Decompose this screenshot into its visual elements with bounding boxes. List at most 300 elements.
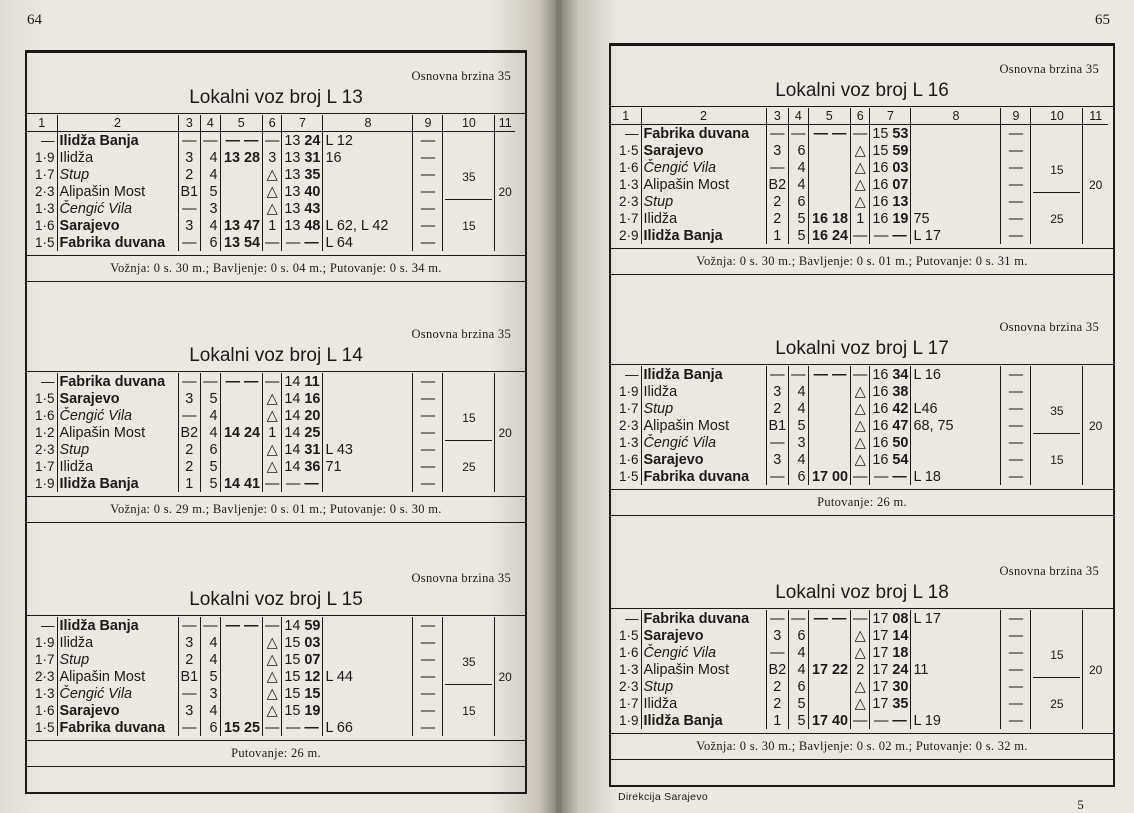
arrival-minute <box>242 668 263 685</box>
train-title: Lokalni voz broj L 14 <box>189 345 363 366</box>
km-cell: 1·7 <box>34 458 55 474</box>
departure-minute: 13 <box>892 193 909 210</box>
arrival-hour <box>808 627 830 644</box>
arrival-minute: 00 <box>832 468 849 485</box>
table-row <box>27 200 515 217</box>
travel-summary: Putovanje: 26 m. <box>817 495 907 509</box>
arrival-minute <box>242 634 263 651</box>
arrival-hour <box>808 695 830 712</box>
col9-cell: — <box>1001 434 1031 451</box>
departure-hour: 16 <box>870 400 891 417</box>
column-header-11: 11 <box>1083 108 1108 125</box>
train-title: Lokalni voz broj L 13 <box>189 87 363 108</box>
connection-cell <box>323 475 413 492</box>
speed-value-upper: 15 <box>1033 627 1080 678</box>
station-name: Ilidža Banja <box>57 132 178 150</box>
col3-cell: 1 <box>766 712 789 729</box>
stop-cell: — <box>851 610 870 627</box>
column-header-6: 6 <box>851 108 870 125</box>
connection-cell: 16 <box>323 149 413 166</box>
departure-hour: 14 <box>282 424 303 441</box>
km-cell: 2·9 <box>618 227 639 243</box>
table-row <box>27 702 515 719</box>
km-cell: 2·3 <box>618 193 639 209</box>
col4-cell: 5 <box>201 390 220 407</box>
column-header-1: 1 <box>611 108 641 125</box>
title-rule <box>27 371 525 372</box>
col9-cell: — <box>413 685 443 702</box>
arrival-minute: 18 <box>832 210 849 227</box>
station-name: Ilidža Banja <box>641 366 766 383</box>
speed-value-upper: 35 <box>445 634 492 685</box>
col3-cell: 2 <box>766 695 789 712</box>
col9-cell: — <box>1001 678 1031 695</box>
col9-cell: — <box>413 441 443 458</box>
col9-cell: — <box>413 424 443 441</box>
arrival-hour <box>220 651 242 668</box>
arrival-minute: — <box>832 125 847 142</box>
col9-cell: — <box>1001 366 1031 383</box>
block-end-rule <box>611 274 1113 275</box>
speed-value-lower: 15 <box>1050 453 1064 467</box>
col9-cell: — <box>1001 468 1031 485</box>
col4-cell: 4 <box>789 159 808 176</box>
col4-cell: 3 <box>201 685 220 702</box>
departure-hour: 13 <box>282 166 303 183</box>
col3-cell: 2 <box>178 458 201 475</box>
km-cell: 1·3 <box>34 200 55 216</box>
col3-cell: — <box>766 366 789 383</box>
arrival-hour: — <box>808 125 830 143</box>
arrival-hour: — <box>808 366 830 383</box>
summary-rule <box>611 248 1113 249</box>
stop-cell: △ <box>851 159 870 176</box>
stop-cell: △ <box>851 451 870 468</box>
departure-hour: 15 <box>282 651 303 668</box>
departure-hour: 14 <box>282 458 303 475</box>
departure-hour: 13 <box>282 132 303 150</box>
connection-cell <box>323 634 413 651</box>
timetable-frame-right <box>609 43 1115 787</box>
speed-value-upper: 15 <box>1033 142 1080 193</box>
departure-hour: 17 <box>870 661 891 678</box>
departure-minute: — <box>892 712 907 729</box>
departure-hour: 13 <box>282 200 303 217</box>
title-rule <box>27 113 525 114</box>
column-header-7: 7 <box>870 108 911 125</box>
station-name: Alipašin Most <box>641 661 766 678</box>
speed-col10 <box>1031 125 1083 245</box>
column-header-row <box>27 115 515 132</box>
connection-cell <box>323 424 413 441</box>
col9-cell: — <box>413 719 443 736</box>
col3-cell: — <box>178 373 201 390</box>
km-cell: 1·5 <box>34 234 55 250</box>
speed-col11: 20 <box>1083 125 1108 245</box>
station-name: Stup <box>57 166 178 183</box>
connection-cell <box>911 125 1001 143</box>
arrival-minute <box>830 142 851 159</box>
arrival-minute: — <box>244 132 259 149</box>
col4-cell: 4 <box>789 383 808 400</box>
col9-cell: — <box>1001 661 1031 678</box>
col9-cell: — <box>413 166 443 183</box>
departure-minute: 03 <box>892 159 909 176</box>
col9-cell: — <box>1001 400 1031 417</box>
col9-cell: — <box>1001 451 1031 468</box>
speed-value-upper: 35 <box>445 149 492 200</box>
departure-hour: 15 <box>282 634 303 651</box>
col4-cell: 4 <box>789 400 808 417</box>
arrival-hour: 17 <box>808 468 830 485</box>
km-cell: 1·3 <box>34 685 55 701</box>
departure-minute: — <box>304 719 319 736</box>
departure-minute: 07 <box>304 651 321 668</box>
arrival-hour <box>220 166 242 183</box>
arrival-hour <box>220 407 242 424</box>
arrival-hour: — <box>808 610 830 627</box>
station-name: Ilidža Banja <box>57 617 178 634</box>
arrival-minute <box>830 159 851 176</box>
station-name: Sarajevo <box>57 217 178 234</box>
col3-cell: 2 <box>766 210 789 227</box>
col4-cell: 5 <box>201 458 220 475</box>
col4-cell: — <box>789 125 808 143</box>
km-cell: 1·7 <box>34 166 55 182</box>
col3-cell: — <box>766 610 789 627</box>
arrival-hour: 17 <box>808 661 830 678</box>
stop-cell: 1 <box>851 210 870 227</box>
departure-minute: — <box>304 234 319 251</box>
col9-cell: — <box>1001 644 1031 661</box>
stop-cell: 2 <box>851 661 870 678</box>
arrival-minute <box>830 451 851 468</box>
connection-cell <box>323 702 413 719</box>
col4-cell: 5 <box>789 227 808 244</box>
departure-hour: 13 <box>282 149 303 166</box>
departure-hour: 13 <box>282 217 303 234</box>
stop-cell: △ <box>263 200 282 217</box>
col9-cell: — <box>413 200 443 217</box>
col3-cell: B2 <box>178 424 201 441</box>
arrival-hour: 16 <box>808 227 830 244</box>
col9-cell: — <box>1001 193 1031 210</box>
connection-cell <box>911 644 1001 661</box>
col4-cell: 6 <box>789 627 808 644</box>
summary-rule <box>27 496 525 497</box>
station-name: Ilidža <box>641 383 766 400</box>
station-name: Fabrika duvana <box>641 468 766 485</box>
stop-cell: △ <box>851 627 870 644</box>
col3-cell: 3 <box>178 390 201 407</box>
page-number-right: 65 <box>1095 12 1110 28</box>
station-name: Ilidža <box>57 634 178 651</box>
col9-cell: — <box>413 234 443 251</box>
station-name: Čengić Vila <box>641 159 766 176</box>
block-end-rule <box>611 515 1113 516</box>
departure-hour: 16 <box>870 417 891 434</box>
column-header-row <box>611 108 1108 125</box>
station-name: Sarajevo <box>641 451 766 468</box>
col9-cell: — <box>413 634 443 651</box>
km-cell: — <box>625 610 639 626</box>
speed-value-lower: 25 <box>1050 212 1064 226</box>
stop-cell: — <box>851 468 870 485</box>
column-header-4: 4 <box>789 108 808 125</box>
column-header-7: 7 <box>282 115 323 132</box>
connection-cell <box>323 390 413 407</box>
col3-cell: 2 <box>766 678 789 695</box>
table-row <box>27 407 515 424</box>
summary-rule <box>27 255 525 256</box>
station-name: Alipašin Most <box>641 417 766 434</box>
departure-hour: 15 <box>282 668 303 685</box>
stop-cell: — <box>263 234 282 251</box>
connection-cell <box>911 142 1001 159</box>
arrival-minute: 54 <box>244 234 261 251</box>
table-row <box>27 651 515 668</box>
km-cell: 1·9 <box>618 383 639 399</box>
departure-hour: 16 <box>870 383 891 400</box>
arrival-minute <box>830 176 851 193</box>
column-header-11: 11 <box>495 115 515 132</box>
arrival-minute <box>830 695 851 712</box>
station-name: Čengić Vila <box>57 685 178 702</box>
km-cell: — <box>41 132 55 148</box>
table-row <box>27 668 515 685</box>
departure-minute: 08 <box>892 610 909 627</box>
column-header-9: 9 <box>1001 108 1031 125</box>
column-header-8: 8 <box>323 115 413 132</box>
station-name: Čengić Vila <box>641 644 766 661</box>
km-cell: 1·6 <box>34 407 55 423</box>
col3-cell: B1 <box>178 183 201 200</box>
arrival-minute <box>830 434 851 451</box>
stop-cell: 1 <box>263 217 282 234</box>
col3-cell: — <box>178 200 201 217</box>
travel-summary: Vožnja: 0 s. 29 m.; Bavljenje: 0 s. 01 m.; Putovanje: 0 s. 30 m. <box>110 502 442 516</box>
table-row <box>611 125 1108 143</box>
arrival-hour <box>808 644 830 661</box>
col3-cell: — <box>178 685 201 702</box>
km-cell: 1·7 <box>618 210 639 226</box>
col9-cell: — <box>413 183 443 200</box>
stop-cell: △ <box>851 400 870 417</box>
station-name: Čengić Vila <box>57 407 178 424</box>
col3-cell: B2 <box>766 661 789 678</box>
arrival-minute <box>242 651 263 668</box>
departure-minute: 31 <box>304 149 321 166</box>
departure-hour: — <box>870 227 891 244</box>
arrival-hour <box>808 400 830 417</box>
stop-cell: △ <box>263 651 282 668</box>
departure-minute: 14 <box>892 627 909 644</box>
km-cell: — <box>41 373 55 389</box>
col3-cell: B2 <box>766 176 789 193</box>
departure-minute: 18 <box>892 644 909 661</box>
departure-hour: 16 <box>870 176 891 193</box>
station-name: Alipašin Most <box>57 183 178 200</box>
col9-cell: — <box>1001 227 1031 244</box>
arrival-minute: 41 <box>244 475 261 492</box>
arrival-minute: 24 <box>244 424 261 441</box>
departure-minute: 25 <box>304 424 321 441</box>
departure-hour: 16 <box>870 193 891 210</box>
arrival-hour: — <box>220 373 242 390</box>
km-cell: 1·5 <box>618 468 639 484</box>
col4-cell: — <box>201 617 220 634</box>
station-name: Ilidža Banja <box>641 227 766 244</box>
col4-cell: 4 <box>201 424 220 441</box>
km-cell: — <box>625 366 639 382</box>
left-page <box>0 0 556 813</box>
departure-hour: — <box>282 475 303 492</box>
station-name: Čengić Vila <box>641 434 766 451</box>
arrival-hour <box>808 451 830 468</box>
connection-cell <box>911 176 1001 193</box>
speed-col10 <box>1031 366 1083 485</box>
station-name: Alipašin Most <box>641 176 766 193</box>
arrival-hour <box>220 183 242 200</box>
col4-cell: — <box>201 132 220 150</box>
departure-minute: 03 <box>304 634 321 651</box>
stop-cell: △ <box>263 685 282 702</box>
departure-minute: 38 <box>892 383 909 400</box>
departure-hour: 17 <box>870 627 891 644</box>
stop-cell: — <box>851 366 870 383</box>
col9-cell: — <box>1001 712 1031 729</box>
departure-minute: 59 <box>304 617 321 634</box>
col3-cell: 1 <box>766 227 789 244</box>
station-name: Sarajevo <box>641 142 766 159</box>
stop-cell: △ <box>263 668 282 685</box>
arrival-minute: 22 <box>832 661 849 678</box>
stop-cell: — <box>263 475 282 492</box>
speed-value-lower: 15 <box>462 704 476 718</box>
col9-cell: — <box>413 668 443 685</box>
speed-col11: 20 <box>495 617 515 736</box>
connection-cell <box>911 159 1001 176</box>
km-cell: 1·7 <box>618 695 639 711</box>
departure-minute: — <box>304 475 319 492</box>
departure-minute: 47 <box>892 417 909 434</box>
departure-hour: — <box>282 719 303 736</box>
km-cell: 2·3 <box>34 668 55 684</box>
col3-cell: B1 <box>178 668 201 685</box>
connection-cell <box>323 407 413 424</box>
connection-cell: L 12 <box>323 132 413 150</box>
departure-minute: 12 <box>304 668 321 685</box>
departure-hour: 14 <box>282 441 303 458</box>
column-header-8: 8 <box>911 108 1001 125</box>
connection-cell <box>911 383 1001 400</box>
departure-minute: 31 <box>304 441 321 458</box>
col4-cell: 6 <box>789 678 808 695</box>
osnovna-brzina-label: Osnovna brzina 35 <box>999 320 1099 334</box>
table-row <box>27 458 515 475</box>
col3-cell: 3 <box>178 634 201 651</box>
arrival-hour <box>220 668 242 685</box>
km-cell: 1·5 <box>34 719 55 735</box>
column-header-1: 1 <box>27 115 57 132</box>
col4-cell: 4 <box>789 451 808 468</box>
departure-minute: 35 <box>304 166 321 183</box>
departure-minute: 34 <box>892 366 909 383</box>
speed-col11: 20 <box>495 132 515 252</box>
departure-minute: 24 <box>892 661 909 678</box>
arrival-hour: 14 <box>220 475 242 492</box>
col3-cell: — <box>178 719 201 736</box>
block-end-rule <box>27 281 525 282</box>
station-name: Stup <box>57 441 178 458</box>
col3-cell: — <box>766 125 789 143</box>
stop-cell: — <box>263 617 282 634</box>
col4-cell: 5 <box>201 668 220 685</box>
station-name: Alipašin Most <box>57 424 178 441</box>
table-row <box>27 132 515 150</box>
connection-cell: L 64 <box>323 234 413 251</box>
departure-minute: 42 <box>892 400 909 417</box>
column-header-5: 5 <box>808 108 851 125</box>
table-row <box>611 610 1108 627</box>
arrival-hour <box>220 702 242 719</box>
table-row <box>27 617 515 634</box>
arrival-hour <box>220 685 242 702</box>
col3-cell: 2 <box>766 400 789 417</box>
osnovna-brzina-label: Osnovna brzina 35 <box>411 69 511 83</box>
arrival-minute: — <box>244 617 259 634</box>
stop-cell: △ <box>263 458 282 475</box>
km-cell: 1·9 <box>34 149 55 165</box>
departure-hour: 15 <box>282 685 303 702</box>
osnovna-brzina-label: Osnovna brzina 35 <box>411 327 511 341</box>
km-cell: 1·6 <box>618 159 639 175</box>
col9-cell: — <box>413 702 443 719</box>
stop-cell: — <box>851 227 870 244</box>
km-cell: 1·7 <box>34 651 55 667</box>
km-cell: 2·3 <box>34 441 55 457</box>
column-header-3: 3 <box>178 115 201 132</box>
km-cell: 1·3 <box>618 434 639 450</box>
col4-cell: 6 <box>789 468 808 485</box>
speed-col11: 20 <box>1083 610 1108 729</box>
col3-cell: 2 <box>178 651 201 668</box>
speed-value-upper: 15 <box>445 390 492 441</box>
col4-cell: 4 <box>789 661 808 678</box>
col9-cell: — <box>413 390 443 407</box>
col3-cell: 2 <box>178 441 201 458</box>
col3-cell: 3 <box>766 383 789 400</box>
departure-hour: 16 <box>870 210 891 227</box>
col4-cell: 6 <box>789 193 808 210</box>
km-cell: 1·9 <box>34 475 55 491</box>
arrival-minute <box>830 678 851 695</box>
km-cell: 1·2 <box>34 424 55 440</box>
stop-cell: — <box>263 719 282 736</box>
speed-col10 <box>443 617 495 736</box>
col4-cell: 4 <box>201 651 220 668</box>
arrival-hour: 14 <box>220 424 242 441</box>
stop-cell: △ <box>851 678 870 695</box>
table-row <box>27 149 515 166</box>
col4-cell: 5 <box>789 210 808 227</box>
col9-cell: — <box>413 149 443 166</box>
col9-cell: — <box>1001 417 1031 434</box>
arrival-minute: 40 <box>832 712 849 729</box>
col3-cell: — <box>766 644 789 661</box>
station-name: Fabrika duvana <box>641 610 766 627</box>
col3-cell: 1 <box>178 475 201 492</box>
